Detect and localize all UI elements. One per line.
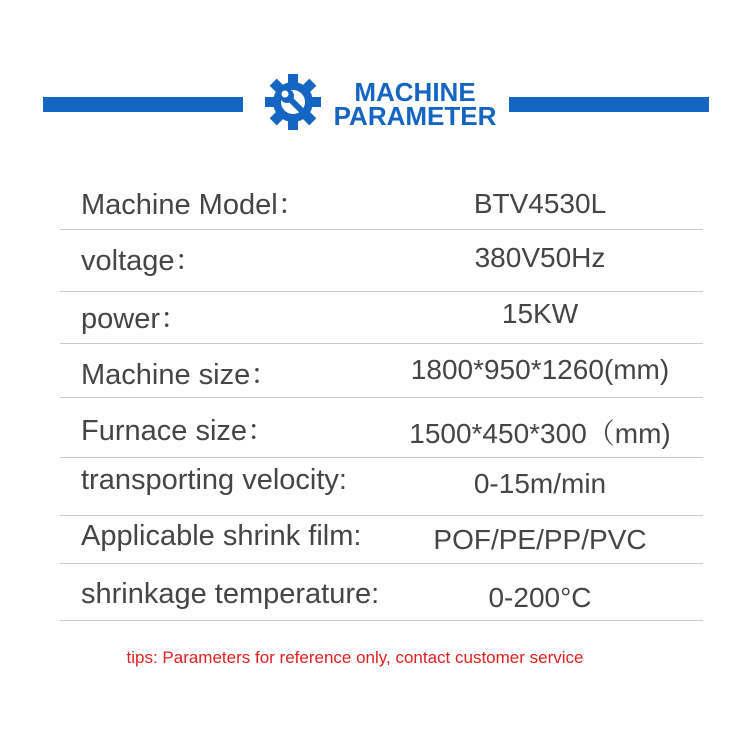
tips-note: tips: Parameters for reference only, contact customer service xyxy=(126,648,584,667)
param-row-shrink-film xyxy=(60,516,703,564)
param-label: voltage： xyxy=(81,245,204,277)
param-value: 380V50Hz xyxy=(474,242,606,273)
param-label: Applicable shrink film: xyxy=(81,520,362,552)
param-value: 0-15m/min xyxy=(473,468,607,499)
gear-wrench-icon xyxy=(263,72,323,132)
param-label: Machine Model： xyxy=(81,189,307,221)
section-title xyxy=(330,77,500,131)
param-row-power xyxy=(60,292,703,344)
param-value: 0-200°C xyxy=(488,582,592,613)
param-value: 1800*950*1260(mm) xyxy=(410,354,670,385)
param-row-voltage xyxy=(60,230,703,292)
param-label: power： xyxy=(81,303,189,335)
param-row-machine-size xyxy=(60,344,703,398)
title-line-1: MACHINE xyxy=(354,77,476,107)
param-value: BTV4530L xyxy=(473,188,607,219)
param-label: shrinkage temperature: xyxy=(81,578,380,610)
param-value: 1500*450*300（mm) xyxy=(409,418,671,449)
header xyxy=(0,72,750,132)
left-accent-bar xyxy=(43,97,243,112)
param-row-velocity xyxy=(60,458,703,516)
title-line-2: PARAMETER xyxy=(333,101,497,131)
param-value: 15KW xyxy=(501,298,579,329)
parameter-table xyxy=(60,172,703,621)
param-label: Machine size： xyxy=(81,359,280,391)
right-accent-bar xyxy=(509,97,709,112)
param-row-furnace-size xyxy=(60,398,703,458)
param-value: POF/PE/PP/PVC xyxy=(433,524,647,555)
param-row-model xyxy=(60,172,703,230)
param-label: transporting velocity: xyxy=(81,464,347,496)
param-label: Furnace size： xyxy=(81,415,277,447)
param-row-temperature xyxy=(60,564,703,621)
